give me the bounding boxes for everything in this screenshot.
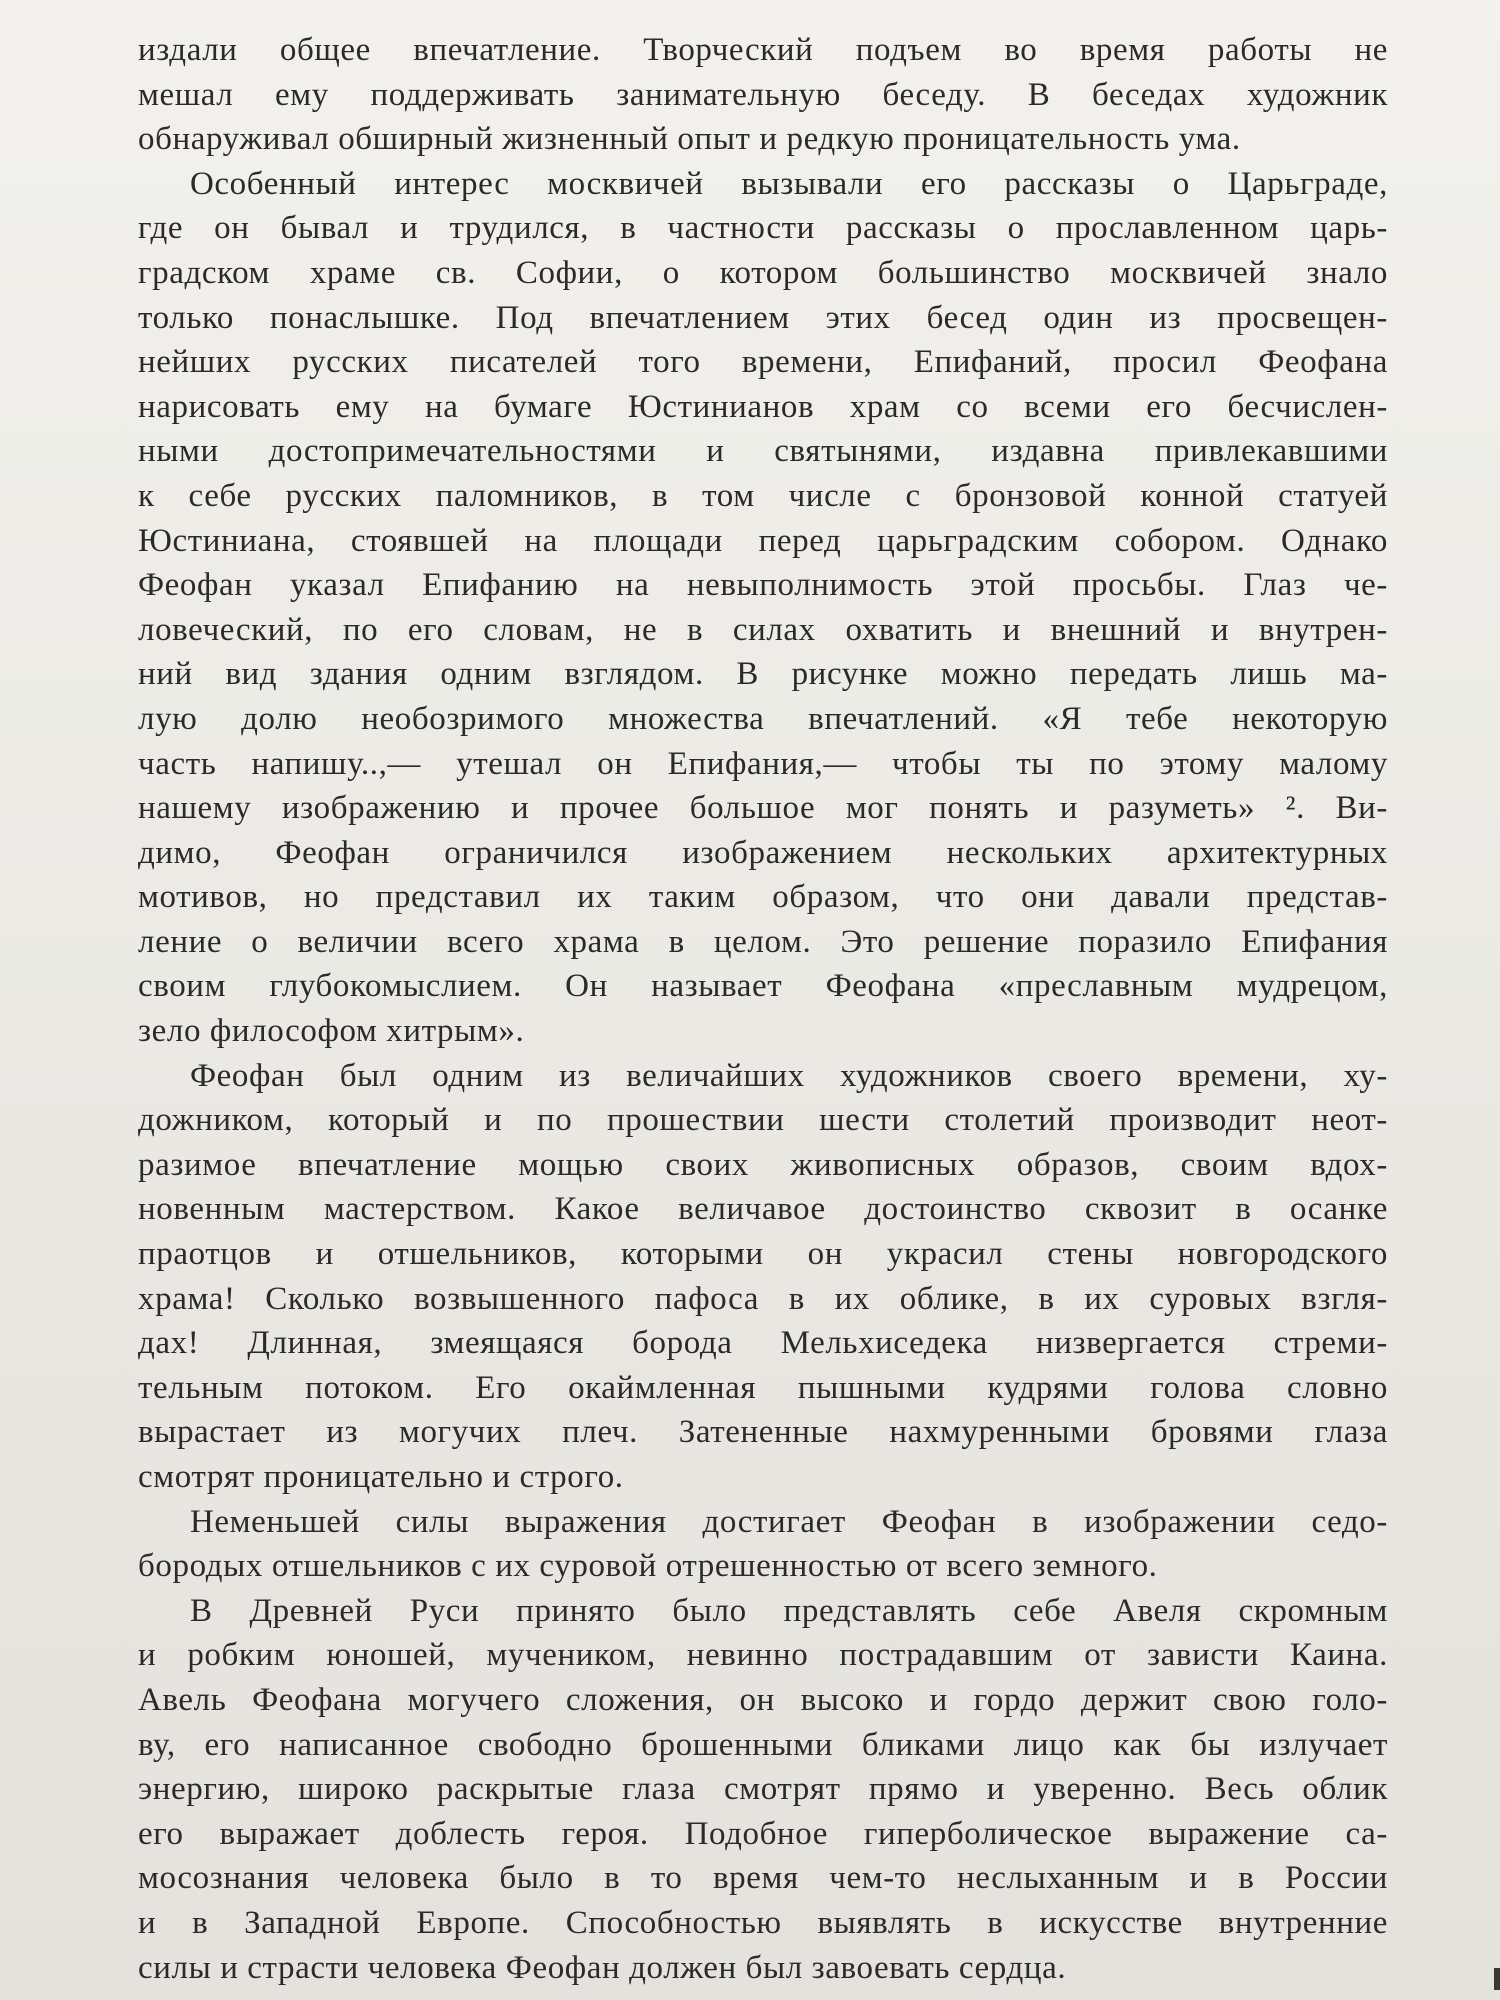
text-line: храма! Сколько возвышенного пафоса в их облике, в их суровых взгля-: [138, 1280, 1388, 1317]
text-line: мосознания человека было в то время чем-то неслыханным и в России: [138, 1860, 1388, 1897]
text-line: ление о величии всего храма в целом. Это решение поразило Епифания: [138, 923, 1388, 960]
text-line: вырастает из могучих плеч. Затененные нахмуренными бровями глаза: [138, 1414, 1388, 1451]
paragraph: [138, 1054, 1388, 1500]
text-line: только понаслышке. Под впечатлением этих бесед один из просвещен-: [138, 299, 1388, 336]
text-line: праотцов и отшельников, которыми он украсил стены новгородского: [138, 1236, 1388, 1273]
text-line: Авель Феофана могучего сложения, он высоко и гордо держит свою голо-: [138, 1681, 1388, 1718]
text-line: своим глубокомыслием. Он называет Феофана «преславным мудрецом,: [138, 968, 1388, 1005]
text-line: мешал ему поддерживать занимательную беседу. В беседах художник: [138, 76, 1388, 113]
text-line: В Древней Руси принято было представлять себе Авеля скромным: [190, 1592, 1388, 1629]
text-line: где он бывал и трудился, в частности рассказы о прославленном царь-: [138, 210, 1388, 247]
text-line: мотивов, но представил их таким образом, что они давали представ-: [138, 879, 1388, 916]
text-line: энергию, широко раскрытые глаза смотрят прямо и уверенно. Весь облик: [138, 1771, 1388, 1808]
text-line: бородых отшельников с их суровой отрешенностью от всего земного.: [138, 1548, 1158, 1585]
text-line: Особенный интерес москвичей вызывали его рассказы о Царьграде,: [190, 165, 1388, 202]
text-line: ву, его написанное свободно брошенными бликами лицо как бы излучает: [138, 1726, 1388, 1763]
text-line: обнаруживал обширный жизненный опыт и редкую проницательность ума.: [138, 121, 1241, 158]
text-line: градском храме св. Софии, о котором большинство москвичей знало: [138, 254, 1388, 291]
text-line: часть напишу..,— утешал он Епифания,— чтобы ты по этому малому: [138, 745, 1388, 782]
paragraph: [138, 162, 1388, 1054]
text-line: Юстиниана, стоявшей на площади перед царьградским собором. Однако: [138, 522, 1388, 559]
text-line: смотрят проницательно и строго.: [138, 1459, 624, 1495]
text-line: дах! Длинная, змеящаяся борода Мельхиседека низвергается стреми-: [138, 1325, 1388, 1362]
text-line: ний вид здания одним взглядом. В рисунке можно передать лишь ма-: [138, 656, 1388, 693]
text-line: силы и страсти человека Феофан должен был завоевать сердца.: [138, 1949, 1067, 1986]
text-line: его выражает доблесть героя. Подобное гиперболическое выражение са-: [138, 1815, 1388, 1852]
text-line: зело философом хитрым».: [138, 1013, 525, 1050]
text-line: к себе русских паломников, в том числе с бронзовой конной статуей: [138, 477, 1388, 514]
text-line: ными достопримечательностями и святынями, издавна привлекавшими: [138, 433, 1388, 470]
paragraph: [138, 1589, 1388, 1990]
body-text: [138, 28, 1388, 1990]
paragraph: [138, 1500, 1388, 1589]
text-line: ловеческий, по его словам, не в силах охватить и внешний и внутрен-: [138, 611, 1388, 648]
text-line: нашему изображению и прочее большое мог понять и разуметь» ². Ви-: [138, 790, 1388, 827]
page-edge-mark: [1494, 1968, 1500, 1990]
text-line: димо, Феофан ограничился изображением нескольких архитектурных: [138, 834, 1388, 871]
text-line: и робким юношей, мучеником, невинно пострадавшим от зависти Каина.: [138, 1637, 1388, 1674]
paragraph: [138, 28, 1388, 162]
text-line: и в Западной Европе. Способностью выявлять в искусстве внутренние: [138, 1904, 1388, 1941]
text-line: тельным потоком. Его окаймленная пышными кудрями голова словно: [138, 1369, 1388, 1406]
text-line: лую долю необозримого множества впечатлений. «Я тебе некоторую: [138, 700, 1388, 737]
text-line: нарисовать ему на бумаге Юстинианов храм со всеми его бесчислен-: [138, 388, 1388, 425]
text-line: издали общее впечатление. Творческий подъем во время работы не: [138, 32, 1388, 68]
text-line: Неменьшей силы выражения достигает Феофан в изображении седо-: [190, 1503, 1388, 1540]
text-line: новенным мастерством. Какое величавое достоинство сквозит в осанке: [138, 1191, 1388, 1228]
text-line: дожником, который и по прошествии шести столетий производит неот-: [138, 1102, 1388, 1139]
text-line: нейших русских писателей того времени, Епифаний, просил Феофана: [138, 344, 1388, 381]
text-line: разимое впечатление мощью своих живописных образов, своим вдох-: [138, 1146, 1388, 1183]
text-line: Феофан был одним из величайших художников своего времени, ху-: [190, 1057, 1388, 1094]
text-line: Феофан указал Епифанию на невыполнимость этой просьбы. Глаз че-: [138, 567, 1388, 604]
